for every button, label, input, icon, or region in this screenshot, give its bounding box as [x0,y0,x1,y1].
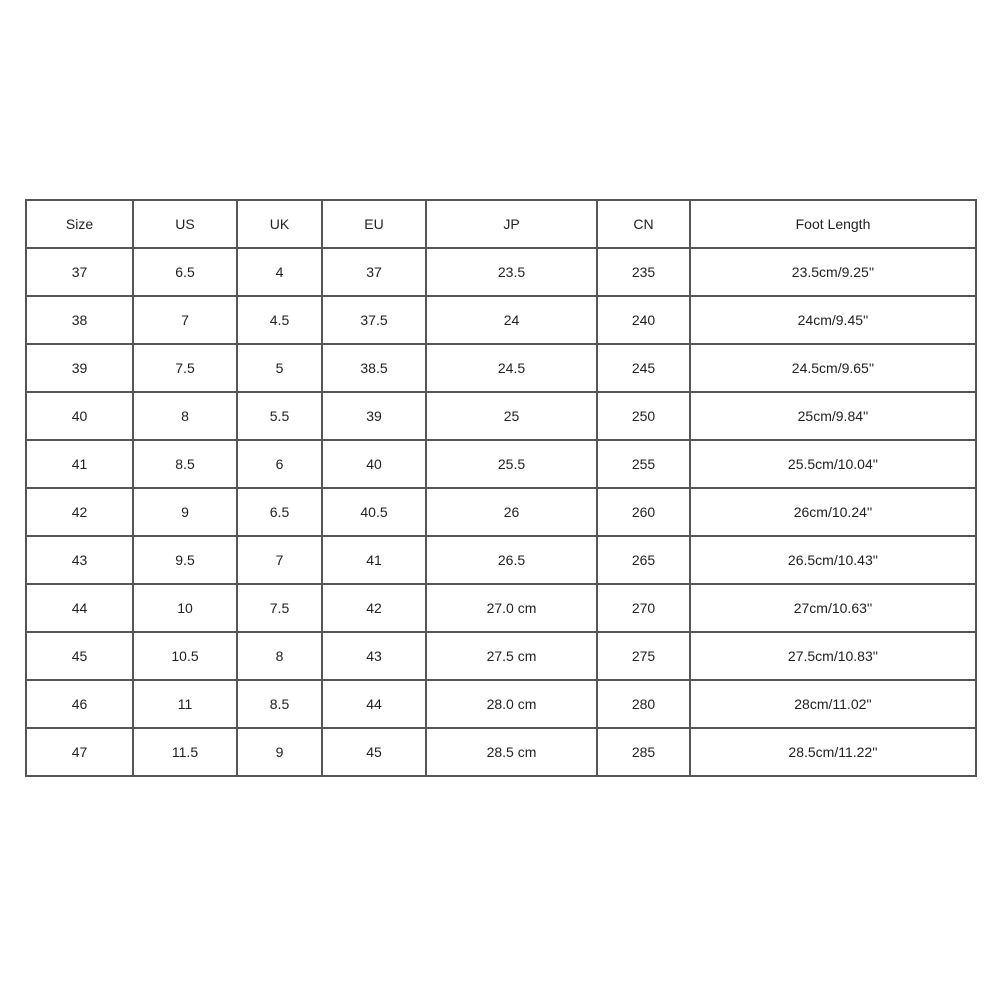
cell-jp: 25.5 [427,441,598,489]
table-row [27,297,977,345]
cell-cn: 275 [598,633,691,681]
cell-size: 47 [27,729,134,777]
table-row [27,489,977,537]
cell-uk: 6.5 [238,489,323,537]
cell-foot-length: 23.5cm/9.25'' [691,249,977,297]
cell-uk: 8.5 [238,681,323,729]
cell-us: 8 [134,393,238,441]
cell-size: 43 [27,537,134,585]
table-header-row [27,201,977,249]
header-us: US [134,201,238,249]
header-size: Size [27,201,134,249]
cell-us: 9 [134,489,238,537]
cell-uk: 5 [238,345,323,393]
cell-eu: 41 [323,537,427,585]
cell-uk: 8 [238,633,323,681]
cell-jp: 23.5 [427,249,598,297]
cell-us: 7 [134,297,238,345]
cell-uk: 4 [238,249,323,297]
cell-foot-length: 24cm/9.45'' [691,297,977,345]
cell-us: 11.5 [134,729,238,777]
table-row [27,249,977,297]
cell-cn: 240 [598,297,691,345]
cell-eu: 40.5 [323,489,427,537]
header-jp: JP [427,201,598,249]
cell-cn: 265 [598,537,691,585]
cell-jp: 24.5 [427,345,598,393]
cell-foot-length: 26.5cm/10.43'' [691,537,977,585]
header-uk: UK [238,201,323,249]
cell-us: 10 [134,585,238,633]
cell-cn: 270 [598,585,691,633]
size-chart-table [25,199,977,777]
cell-cn: 255 [598,441,691,489]
cell-cn: 260 [598,489,691,537]
cell-eu: 42 [323,585,427,633]
cell-eu: 40 [323,441,427,489]
cell-us: 10.5 [134,633,238,681]
cell-foot-length: 27cm/10.63'' [691,585,977,633]
cell-foot-length: 25cm/9.84'' [691,393,977,441]
cell-jp: 26.5 [427,537,598,585]
header-eu: EU [323,201,427,249]
cell-size: 45 [27,633,134,681]
cell-eu: 43 [323,633,427,681]
cell-eu: 44 [323,681,427,729]
table-row [27,633,977,681]
cell-cn: 280 [598,681,691,729]
cell-uk: 5.5 [238,393,323,441]
cell-jp: 28.5 cm [427,729,598,777]
cell-size: 46 [27,681,134,729]
cell-cn: 235 [598,249,691,297]
cell-us: 7.5 [134,345,238,393]
header-cn: CN [598,201,691,249]
cell-jp: 27.0 cm [427,585,598,633]
cell-eu: 38.5 [323,345,427,393]
cell-us: 6.5 [134,249,238,297]
cell-uk: 7 [238,537,323,585]
cell-uk: 9 [238,729,323,777]
cell-jp: 25 [427,393,598,441]
cell-us: 9.5 [134,537,238,585]
cell-foot-length: 26cm/10.24'' [691,489,977,537]
cell-size: 44 [27,585,134,633]
cell-uk: 6 [238,441,323,489]
cell-cn: 245 [598,345,691,393]
cell-jp: 24 [427,297,598,345]
cell-us: 8.5 [134,441,238,489]
cell-us: 11 [134,681,238,729]
cell-foot-length: 25.5cm/10.04'' [691,441,977,489]
cell-size: 38 [27,297,134,345]
cell-size: 41 [27,441,134,489]
header-foot-length: Foot Length [691,201,977,249]
cell-eu: 37 [323,249,427,297]
cell-size: 37 [27,249,134,297]
cell-jp: 27.5 cm [427,633,598,681]
cell-jp: 26 [427,489,598,537]
cell-uk: 4.5 [238,297,323,345]
cell-jp: 28.0 cm [427,681,598,729]
cell-size: 39 [27,345,134,393]
table-row [27,393,977,441]
cell-eu: 37.5 [323,297,427,345]
cell-cn: 285 [598,729,691,777]
table-row [27,585,977,633]
table-row [27,729,977,777]
cell-foot-length: 28.5cm/11.22'' [691,729,977,777]
cell-foot-length: 28cm/11.02'' [691,681,977,729]
cell-foot-length: 27.5cm/10.83'' [691,633,977,681]
cell-foot-length: 24.5cm/9.65'' [691,345,977,393]
table-row [27,345,977,393]
table-row [27,441,977,489]
table-row [27,681,977,729]
table-row [27,537,977,585]
cell-size: 42 [27,489,134,537]
cell-cn: 250 [598,393,691,441]
cell-eu: 45 [323,729,427,777]
cell-eu: 39 [323,393,427,441]
cell-size: 40 [27,393,134,441]
cell-uk: 7.5 [238,585,323,633]
